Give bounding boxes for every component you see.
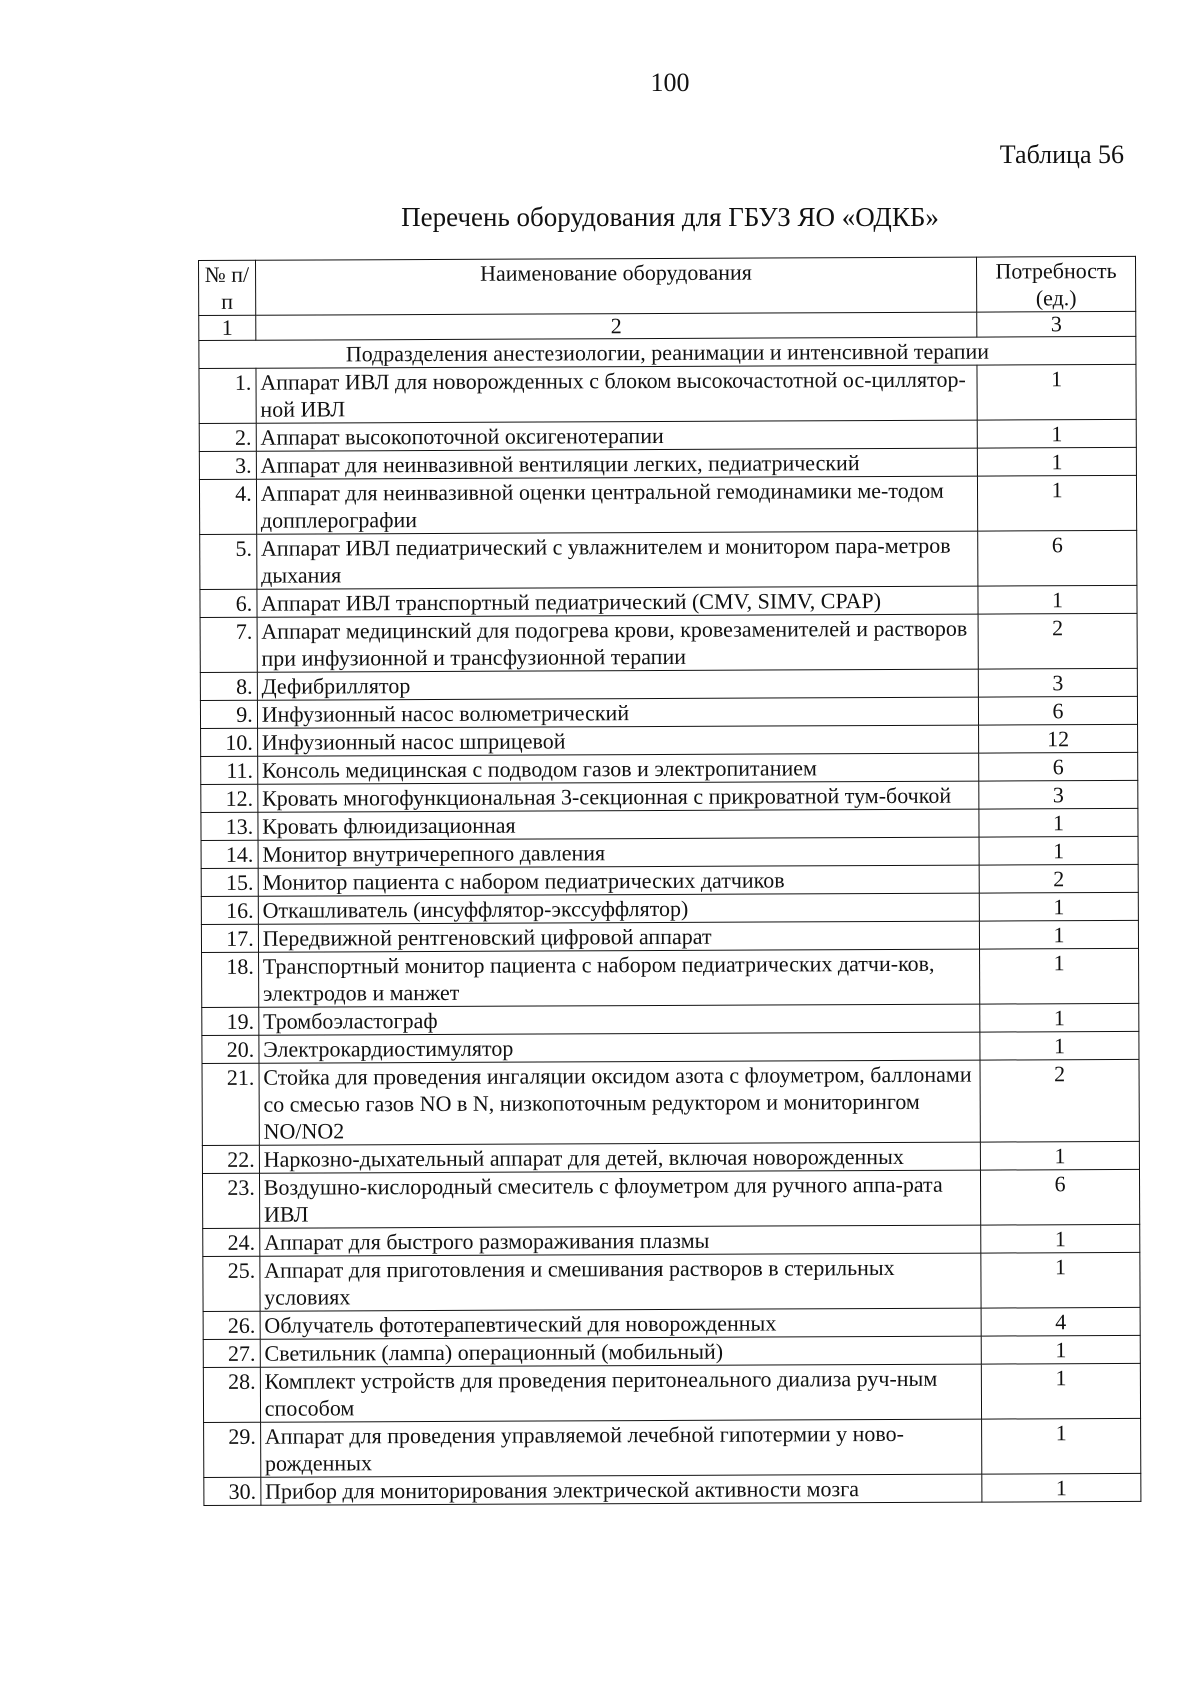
table-header-row xyxy=(199,256,1136,315)
equipment-name: Аппарат для приготовления и смешивания растворов в стерильных условиях xyxy=(260,1253,982,1311)
quantity: 1 xyxy=(979,920,1138,949)
quantity: 1 xyxy=(981,1252,1140,1308)
row-number: 18. xyxy=(202,952,259,1007)
equipment-name: Аппарат для неинвазивной оценки центральной гемодинамики ме-тодом допплерографии xyxy=(256,476,978,534)
table-row xyxy=(200,668,1137,700)
row-number: 10. xyxy=(201,728,258,756)
table-row xyxy=(200,585,1137,617)
table-row xyxy=(203,1224,1140,1256)
equipment-table xyxy=(198,256,1141,1506)
header-name: Наименование оборудования xyxy=(255,257,977,315)
quantity: 6 xyxy=(979,752,1138,781)
equipment-name: Прибор для мониторирования электрической активности мозга xyxy=(261,1474,982,1505)
table-row xyxy=(204,1418,1141,1477)
quantity: 1 xyxy=(977,419,1136,448)
quantity: 6 xyxy=(978,530,1137,586)
equipment-name: Аппарат ИВЛ транспортный педиатрический (CMV, SIMV, CPAP) xyxy=(257,586,978,617)
row-number: 25. xyxy=(203,1256,260,1311)
row-number: 12. xyxy=(201,784,258,812)
row-number: 6. xyxy=(200,589,257,617)
equipment-name: Кровать многофункциональная 3-секционная с прикроватной тум-бочкой xyxy=(258,781,979,812)
table-row xyxy=(199,419,1136,451)
row-number: 2. xyxy=(199,423,256,451)
section-row xyxy=(199,336,1136,368)
quantity: 2 xyxy=(979,864,1138,893)
document-title: Перечень оборудования для ГБУЗ ЯО «ОДКБ» xyxy=(401,202,939,232)
row-number: 20. xyxy=(202,1035,259,1063)
quantity: 6 xyxy=(978,696,1137,725)
table-row xyxy=(201,920,1138,952)
table-row xyxy=(199,475,1136,534)
table-row xyxy=(203,1307,1140,1339)
equipment-name: Электрокардиостимулятор xyxy=(259,1032,980,1063)
header-num: № п/п xyxy=(199,260,256,315)
table-row xyxy=(201,892,1138,924)
table-row xyxy=(204,1473,1141,1505)
table-row xyxy=(201,724,1138,756)
row-number: 22. xyxy=(202,1145,259,1173)
row-number: 13. xyxy=(201,812,258,840)
equipment-name: Инфузионный насос волюметрический xyxy=(257,697,978,728)
equipment-name: Аппарат для быстрого размораживания плазмы xyxy=(259,1225,980,1256)
row-number: 15. xyxy=(201,868,258,896)
table-row xyxy=(203,1363,1140,1422)
equipment-name: Транспортный монитор пациента с набором педиатрических датчи-ков, электродов и манжет xyxy=(258,949,980,1007)
row-number: 21. xyxy=(202,1063,259,1145)
equipment-name: Облучатель фототерапевтический для новорожденных xyxy=(260,1308,981,1339)
table-row xyxy=(200,613,1137,672)
table-row xyxy=(202,1141,1139,1173)
equipment-name: Аппарат для проведения управляемой лечебной гипотермии у ново-рожденных xyxy=(260,1419,982,1477)
row-number: 30. xyxy=(204,1477,261,1505)
row-number: 1. xyxy=(199,368,256,423)
quantity: 6 xyxy=(981,1169,1140,1225)
table-label: Таблица 56 xyxy=(999,140,1124,169)
quantity: 1 xyxy=(978,475,1137,531)
row-number: 4. xyxy=(199,479,256,534)
row-number: 8. xyxy=(200,672,257,700)
quantity: 1 xyxy=(980,1031,1139,1060)
row-number: 26. xyxy=(203,1311,260,1339)
page-number: 100 xyxy=(650,68,690,97)
table-row xyxy=(201,780,1138,812)
quantity: 3 xyxy=(979,780,1138,809)
quantity: 1 xyxy=(980,1003,1139,1032)
table-row xyxy=(201,752,1138,784)
column-index: 1 xyxy=(199,315,256,340)
row-number: 16. xyxy=(201,896,258,924)
quantity: 3 xyxy=(978,668,1137,697)
quantity: 12 xyxy=(979,724,1138,753)
equipment-name: Монитор внутричерепного давления xyxy=(258,837,979,868)
quantity: 1 xyxy=(977,447,1136,476)
quantity: 1 xyxy=(977,364,1136,420)
equipment-name: Комплект устройств для проведения перитонеального диализа руч-ным способом xyxy=(260,1364,982,1422)
quantity: 1 xyxy=(981,1335,1140,1364)
equipment-name: Аппарат высокопоточной оксигенотерапии xyxy=(256,420,977,451)
table-row xyxy=(203,1252,1140,1311)
row-number: 24. xyxy=(203,1228,260,1256)
equipment-name: Аппарат медицинский для подогрева крови, кровезаменителей и растворов при инфузионной и трансфузионной терапии xyxy=(257,614,979,672)
table-row xyxy=(201,808,1138,840)
quantity: 1 xyxy=(982,1418,1141,1474)
equipment-name: Воздушно-кислородный смеситель с флоуметром для ручного аппа-рата ИВЛ xyxy=(259,1170,981,1228)
quantity: 1 xyxy=(981,1224,1140,1253)
row-number: 17. xyxy=(201,924,258,952)
table-row xyxy=(202,1059,1139,1145)
table-row xyxy=(203,1335,1140,1367)
table-row xyxy=(200,696,1137,728)
quantity: 4 xyxy=(981,1307,1140,1336)
quantity: 1 xyxy=(981,1363,1140,1419)
section-title: Подразделения анестезиологии, реанимации и интенсивной терапии xyxy=(199,336,1136,368)
table-row xyxy=(201,836,1138,868)
table-row xyxy=(202,948,1139,1007)
row-number: 7. xyxy=(200,617,257,672)
quantity: 1 xyxy=(980,948,1139,1004)
quantity: 1 xyxy=(982,1473,1141,1502)
equipment-name: Дефибриллятор xyxy=(257,669,978,700)
row-number: 9. xyxy=(200,700,257,728)
equipment-name: Аппарат для неинвазивной вентиляции легких, педиатрический xyxy=(256,448,977,479)
equipment-name: Стойка для проведения ингаляции оксидом азота с флоуметром, баллонами со смесью газов NO в N, низкопоточным редуктором и мониторингом NO/NO2 xyxy=(259,1060,981,1145)
quantity: 1 xyxy=(979,892,1138,921)
quantity: 2 xyxy=(980,1059,1139,1142)
header-qty: Потребность (ед.) xyxy=(977,256,1136,312)
quantity: 1 xyxy=(979,836,1138,865)
equipment-name: Откашливатель (инсуффлятор-экссуффлятор) xyxy=(258,893,979,924)
equipment-name: Монитор пациента с набором педиатрических датчиков xyxy=(258,865,979,896)
table-row xyxy=(200,530,1137,589)
row-number: 14. xyxy=(201,840,258,868)
quantity: 2 xyxy=(978,613,1137,669)
equipment-name: Светильник (лампа) операционный (мобильный) xyxy=(260,1336,981,1367)
row-number: 11. xyxy=(201,756,258,784)
table-row xyxy=(202,1031,1139,1063)
column-index: 3 xyxy=(977,311,1136,337)
row-number: 23. xyxy=(202,1173,259,1228)
quantity: 1 xyxy=(979,808,1138,837)
equipment-name: Инфузионный насос шприцевой xyxy=(257,725,978,756)
row-number: 5. xyxy=(200,534,257,589)
table-row xyxy=(202,1169,1139,1228)
equipment-name: Тромбоэластограф xyxy=(259,1004,980,1035)
equipment-name: Аппарат ИВЛ для новорожденных с блоком высокочастотной ос-цилляторной ИВЛ xyxy=(256,365,978,423)
equipment-name: Кровать флюидизационная xyxy=(258,809,979,840)
table-row xyxy=(199,364,1136,423)
row-number: 3. xyxy=(199,451,256,479)
equipment-name: Консоль медицинская с подводом газов и электропитанием xyxy=(257,753,978,784)
column-index: 2 xyxy=(255,312,976,340)
table-row xyxy=(201,864,1138,896)
row-number: 28. xyxy=(203,1367,260,1422)
equipment-name: Аппарат ИВЛ педиатрический с увлажнителем и монитором пара-метров дыхания xyxy=(256,531,978,589)
equipment-name: Передвижной рентгеновский цифровой аппарат xyxy=(258,921,979,952)
quantity: 1 xyxy=(980,1141,1139,1170)
row-number: 19. xyxy=(202,1007,259,1035)
table-row xyxy=(199,447,1136,479)
table-row xyxy=(202,1003,1139,1035)
row-number: 27. xyxy=(203,1339,260,1367)
equipment-name: Наркозно-дыхательный аппарат для детей, включая новорожденных xyxy=(259,1142,980,1173)
row-number: 29. xyxy=(204,1422,261,1477)
quantity: 1 xyxy=(978,585,1137,614)
